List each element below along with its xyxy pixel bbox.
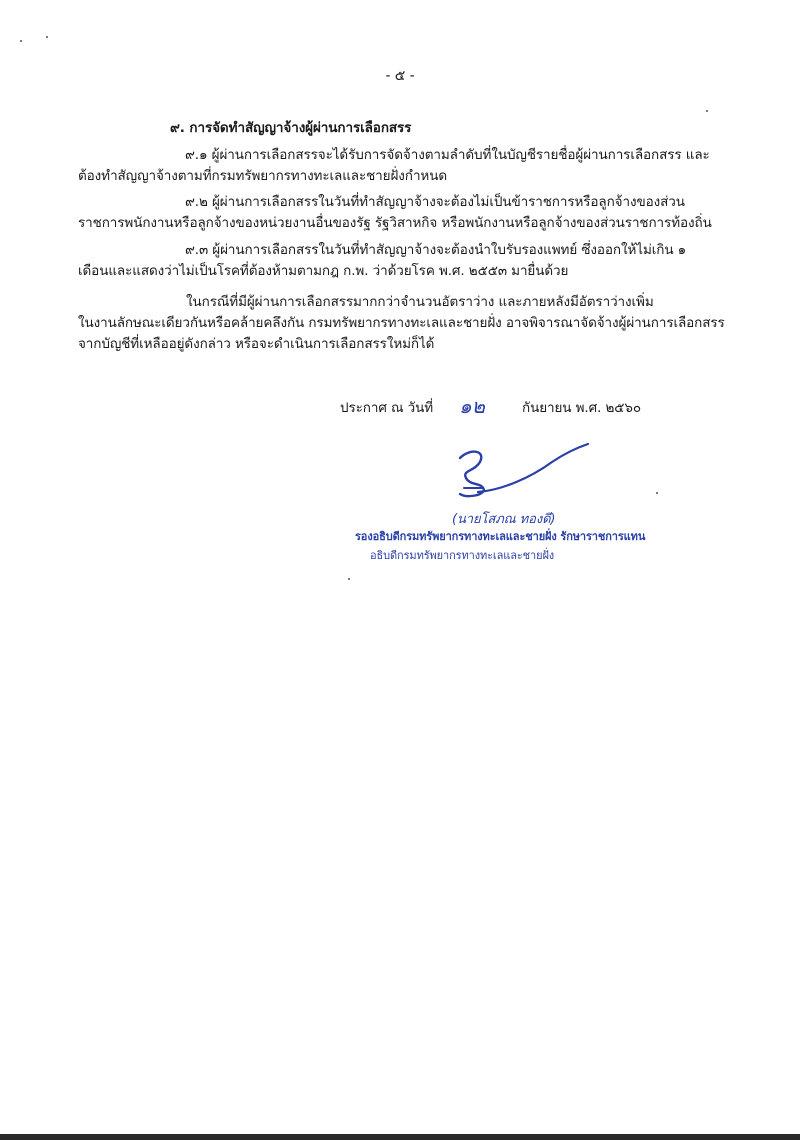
announcement-day-handwritten: ๑๒ [459,394,485,418]
signer-title-line-2: อธิบดีกรมทรัพยากรทางทะเลและชายฝั่ง [370,549,555,562]
section-heading: ๙. การจัดทำสัญญาจ้างผู้ผ่านการเลือกสรร [170,120,412,136]
announcement-month-year: กันยายน พ.ศ. ๒๕๖๐ [522,400,641,416]
scan-edge-band [0,1134,800,1140]
closing-paragraph-line-3: จากบัญชีที่เหลืออยู่ดังกล่าว หรือจะดำเนินการเลือกสรรใหม่ก็ได้ [78,336,435,352]
scan-speck [20,40,22,42]
closing-paragraph-line-1: ในกรณีที่มีผู้ผ่านการเลือกสรรมากกว่าจำนวนอัตราว่าง และภายหลังมีอัตราว่างเพิ่ม [186,294,654,310]
item-9-2-line-2: ราชการพนักงานหรือลูกจ้างของหน่วยงานอื่นของรัฐ รัฐวิสาหกิจ หรือพนักงานหรือลูกจ้างของส่วนราชการท้องถิ่น [78,215,712,231]
announcement-date-label: ประกาศ ณ วันที่ [340,400,434,416]
scan-speck [656,492,658,494]
signer-title-line-1: รองอธิบดีกรมทรัพยากรทางทะเลและชายฝั่ง รักษาราชการแทน [355,530,646,543]
scan-speck [348,578,350,580]
page-number: - ๕ - [385,68,415,84]
scan-speck [46,36,48,38]
item-9-1-line-2: ต้องทำสัญญาจ้างตามที่กรมทรัพยากรทางทะเลและชายฝั่งกำหนด [78,168,448,184]
signature-image [452,440,592,510]
closing-paragraph-line-2: ในงานลักษณะเดียวกันหรือคล้ายคลึงกัน กรมทรัพยากรทางทะเลและชายฝั่ง อาจพิจารณาจัดจ้างผู้ผ่านการเลือกสรร [78,315,725,331]
scan-speck [706,110,708,112]
item-9-3-line-2: เดือนและแสดงว่าไม่เป็นโรคที่ต้องห้ามตามกฎ ก.พ. ว่าด้วยโรค พ.ศ. ๒๕๕๓ มายื่นด้วย [78,263,569,279]
signer-name: (นายโสภณ ทองดี) [452,512,556,527]
item-9-2-line-1: ๙.๒ ผู้ผ่านการเลือกสรรในวันที่ทำสัญญาจ้างจะต้องไม่เป็นข้าราชการหรือลูกจ้างของส่วน [185,194,685,210]
item-9-1-line-1: ๙.๑ ผู้ผ่านการเลือกสรรจะได้รับการจัดจ้างตามลำดับที่ในบัญชีรายชื่อผู้ผ่านการเลือกสรร และ [185,147,710,163]
item-9-3-line-1: ๙.๓ ผู้ผ่านการเลือกสรรในวันที่ทำสัญญาจ้างจะต้องนำใบรับรองแพทย์ ซึ่งออกให้ไม่เกิน ๑ [185,242,687,258]
